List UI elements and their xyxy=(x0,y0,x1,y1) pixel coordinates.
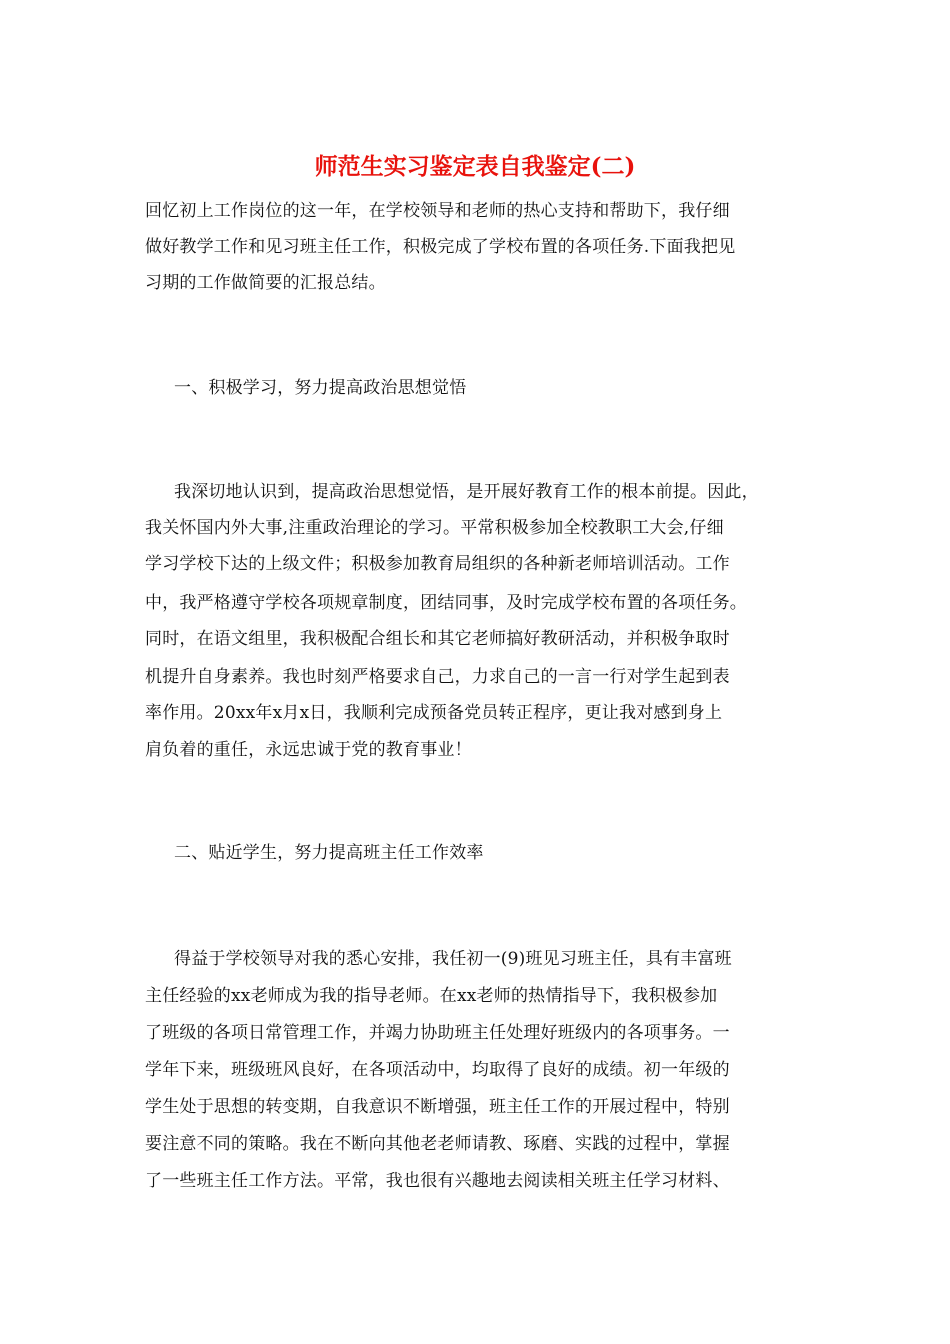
document-title: 师范生实习鉴定表自我鉴定(二) xyxy=(314,153,636,180)
paragraph-line: 学生处于思想的转变期，自我意识不断增强，班主任工作的开展过程中，特别 xyxy=(145,1097,730,1117)
paragraph-line: 学习学校下达的上级文件；积极参加教育局组织的各种新老师培训活动。工作 xyxy=(145,554,730,574)
paragraph-line: 了一些班主任工作方法。平常，我也很有兴趣地去阅读相关班主任学习材料、 xyxy=(145,1171,730,1191)
intro-line: 回忆初上工作岗位的这一年，在学校领导和老师的热心支持和帮助下，我仔细 xyxy=(145,201,730,221)
paragraph-line: 得益于学校领导对我的悉心安排，我任初一(9)班见习班主任，具有丰富班 xyxy=(174,949,732,969)
paragraph-line: 主任经验的xx老师成为我的指导老师。在xx老师的热情指导下，我积极参加 xyxy=(145,986,718,1006)
intro-line: 做好教学工作和见习班主任工作，积极完成了学校布置的各项任务.下面我把见 xyxy=(145,237,736,257)
paragraph-line: 学年下来，班级班风良好，在各项活动中，均取得了良好的成绩。初一年级的 xyxy=(145,1060,730,1080)
paragraph-line: 率作用。20xx年x月x日，我顺利完成预备党员转正程序，更让我对感到身上 xyxy=(145,703,723,723)
paragraph-line: 肩负着的重任，永远忠诚于党的教育事业！ xyxy=(145,740,472,760)
paragraph-line: 机提升自身素养。我也时刻严格要求自己，力求自己的一言一行对学生起到表 xyxy=(145,667,730,687)
paragraph-line: 要注意不同的策略。我在不断向其他老老师请教、琢磨、实践的过程中，掌握 xyxy=(145,1134,730,1154)
paragraph-line: 我深切地认识到，提高政治思想觉悟，是开展好教育工作的根本前提。因此， xyxy=(174,482,759,502)
section-heading-2: 二、贴近学生，努力提高班主任工作效率 xyxy=(174,843,484,863)
paragraph-line: 我关怀国内外大事,注重政治理论的学习。平常积极参加全校教职工大会,仔细 xyxy=(145,518,724,538)
paragraph-line: 中，我严格遵守学校各项规章制度，团结同事，及时完成学校布置的各项任务。 xyxy=(145,593,747,613)
paragraph-line: 了班级的各项日常管理工作，并竭力协助班主任处理好班级内的各项事务。一 xyxy=(145,1023,730,1043)
paragraph-line: 同时，在语文组里，我积极配合组长和其它老师搞好教研活动，并积极争取时 xyxy=(145,629,730,649)
section-heading-1: 一、积极学习，努力提高政治思想觉悟 xyxy=(174,378,467,398)
intro-line: 习期的工作做简要的汇报总结。 xyxy=(145,273,386,293)
